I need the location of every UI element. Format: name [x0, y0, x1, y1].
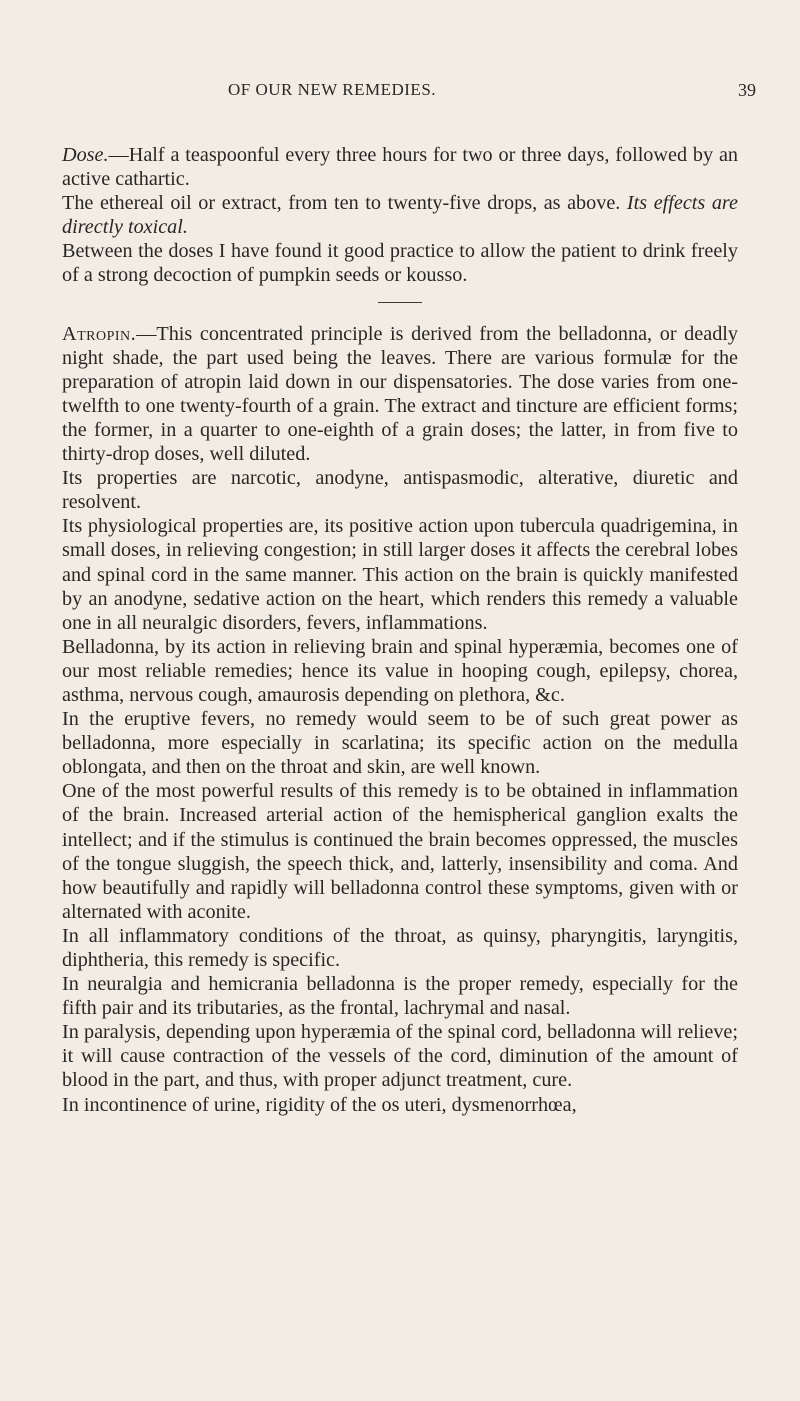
page-number: 39	[738, 80, 756, 100]
hyperaemia-paragraph: Belladonna, by its action in relieving brain and spinal hyperæmia, becomes one of our most reliable remedies; hence its value in hooping cough, epilepsy, chorea, asthma, nervous cough, amaurosis depending on plethora, &c.	[62, 635, 738, 706]
incontinence-paragraph: In incontinence of urine, rigidity of the os uteri, dysmenorrhœa,	[62, 1093, 577, 1116]
paralysis-paragraph: In paralysis, depending upon hyperæmia of the spinal cord, belladonna will relieve; it will cause contraction of the vessels of the cord, diminution of the amount of blood in the part, and thus, with proper adjunct treatment, cure.	[62, 1021, 738, 1092]
atropin-heading: Atropin.	[62, 322, 137, 345]
neuralgia-paragraph: In neuralgia and hemicrania belladonna is the proper remedy, especially for the fifth pair and its tributaries, as the frontal, lachrymal and nasal.	[62, 973, 738, 1020]
section-divider	[378, 302, 422, 303]
extract-paragraph	[62, 191, 738, 239]
atropin-intro: —This concentrated principle is derived from the belladonna, or deadly night shade, the part used being the leaves. There are various formulæ for the preparation of atropin laid down in our dispensatories. The dose varies from one-twelfth to one twenty-fourth of a grain. The extract and tincture are efficient forms; the former, in a quarter to one-eighth of a grain doses; the latter, in from five to thirty-drop doses, well diluted.	[62, 322, 738, 466]
dose-text: —Half a teaspoonful every three hours for two or three days, followed by an active cathartic.	[62, 144, 738, 191]
physiological-paragraph: Its physiological properties are, its positive action upon tubercula quadrigemina, in small doses, in relieving congestion; in still larger doses it affects the cerebral lobes and spinal cord in the same manner. This action on the brain is quickly manifested by an anodyne, sedative action on the heart, which renders this remedy a valuable one in all neuralgic disorders, fevers, inflammations.	[62, 515, 738, 634]
dose-label: Dose.	[62, 144, 109, 166]
toxical-note: Its effects are directly toxical.	[62, 192, 738, 239]
running-title: OF OUR NEW REMEDIES.	[228, 80, 437, 99]
extract-text: The ethereal oil or extract, from ten to twenty-five drops, as above.	[62, 192, 627, 215]
running-head	[0, 80, 800, 110]
doses-paragraph: Between the doses I have found it good practice to allow the patient to drink freely of a strong decoction of pumpkin seeds or kousso.	[62, 240, 738, 287]
throat-paragraph: In all inflammatory conditions of the throat, as quinsy, pharyngitis, laryngitis, diphtheria, this remedy is specific.	[62, 924, 738, 971]
atropin-paragraph	[62, 322, 738, 467]
properties-paragraph: Its properties are narcotic, anodyne, antispasmodic, alterative, diuretic and resolvent.	[62, 467, 738, 514]
eruptive-fevers-paragraph: In the eruptive fevers, no remedy would seem to be of such great power as belladonna, more especially in scarlatina; its specific action on the medulla oblongata, and then on the throat and skin, are well known.	[62, 708, 738, 779]
brain-inflammation-paragraph: One of the most powerful results of this remedy is to be obtained in inflammation of the brain. Increased arterial action of the hemispherical ganglion exalts the intellect; and if the stimulus is continued the brain becomes oppressed, the muscles of the tongue sluggish, the speech thick, and, latterly, insensibility and coma. And how beautifully and rapidly will belladonna control these symptoms, given with or alternated with aconite.	[62, 780, 738, 923]
body-text	[62, 143, 738, 1117]
dose-paragraph	[62, 143, 738, 191]
